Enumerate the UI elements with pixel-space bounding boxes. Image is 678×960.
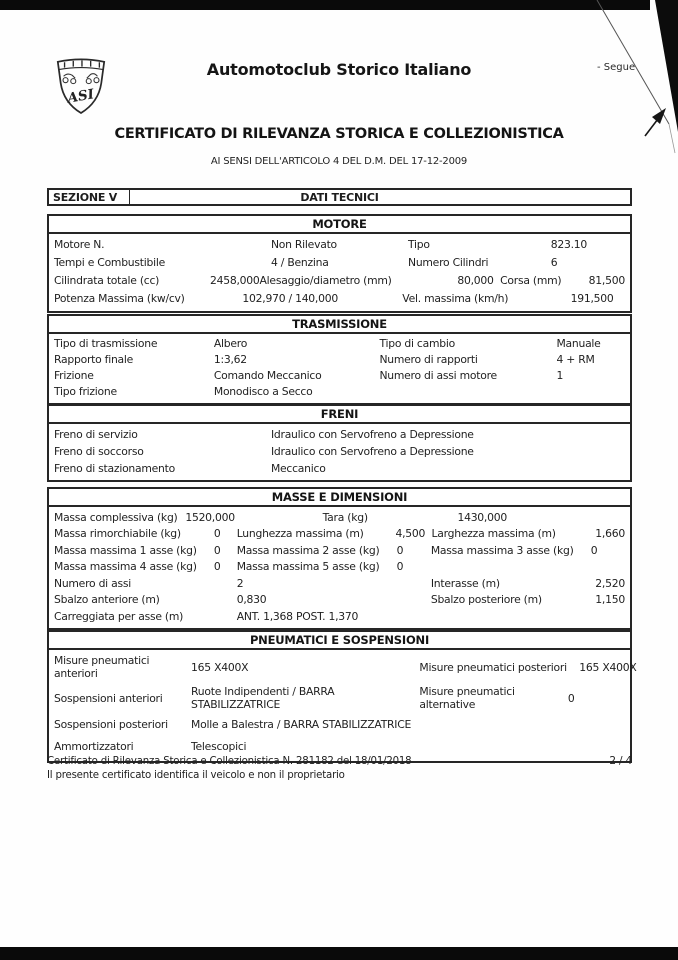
document-subtitle: AI SENSI DELL'ARTICOLO 4 DEL D.M. DEL 17-12-2009 (210, 156, 468, 167)
table-cell: 165 X400X (579, 660, 637, 674)
table-title: MASSE E DIMENSIONI (49, 489, 630, 507)
table-cell: 191,500 (570, 292, 614, 306)
segue-note: - Segue (597, 62, 636, 73)
table-cell: Misure pneumatici alternative (419, 684, 515, 712)
table-cell: Telescopici (191, 740, 247, 754)
table-row (49, 714, 630, 736)
table-body (49, 234, 630, 311)
table-body (49, 334, 630, 403)
table-cell: Molle a Balestra / BARRA STABILIZZATRICE (191, 718, 412, 732)
logo-asi-text: ASI (66, 86, 96, 107)
table-cell: Rapporto finale (54, 353, 134, 367)
page-number: 2 / 4 (609, 755, 632, 767)
table-cell: 0 (213, 560, 221, 573)
page-footer (47, 755, 632, 783)
table-row (49, 368, 630, 384)
table-row (49, 559, 630, 576)
table-cell: Tara (kg) (322, 510, 368, 524)
table-cell: Sospensioni anteriori (54, 691, 163, 705)
table-cell: 0,830 (236, 593, 267, 606)
table-cell: Numero Cilindri (408, 256, 489, 270)
section-label: SEZIONE V (49, 190, 130, 204)
table-cell: 2,520 (595, 576, 625, 590)
table-cell: 1430,000 (457, 510, 507, 524)
table-cell: 0 (590, 543, 598, 557)
table-freni (47, 404, 632, 482)
table-cell: Monodisco a Secco (213, 385, 313, 399)
table-row (49, 652, 637, 683)
table-cell: Massa massima 1 asse (kg) (54, 543, 197, 557)
table-row (49, 426, 630, 443)
table-cell: Numero di rapporti (379, 353, 478, 367)
organization-title: Automotoclub Storico Italiano (206, 60, 472, 79)
table-title: TRASMISSIONE (49, 316, 630, 334)
footer-disclaimer: Il presente certificato identifica il veicolo e non il proprietario (47, 769, 345, 781)
table-title: MOTORE (49, 216, 630, 234)
table-cell: Idraulico con Servofreno a Depressione (270, 444, 474, 458)
table-cell: Massa massima 5 asse (kg) (236, 560, 380, 573)
table-cell: Non Rilevato (270, 238, 337, 252)
table-body (49, 507, 630, 628)
table-cell: Lunghezza massima (m) (236, 527, 364, 540)
table-cell: 1,660 (595, 527, 625, 540)
table-row (49, 352, 630, 368)
table-masse-dimensioni (47, 487, 632, 630)
table-cell: 0 (567, 691, 575, 705)
table-row (49, 608, 630, 625)
table-cell: Misure pneumatici posteriori (419, 660, 567, 674)
table-cell: Interasse (m) (430, 576, 500, 590)
table-cell: 4 + RM (556, 353, 595, 367)
table-cell: Tipo (408, 238, 430, 252)
section-title: DATI TECNICI (300, 190, 379, 204)
table-cell: 6 (550, 256, 558, 270)
table-cell: Freno di soccorso (54, 444, 144, 458)
section-header-bar (47, 188, 632, 206)
table-row (49, 272, 630, 290)
table-cell: 0 (396, 560, 404, 573)
table-cell: Manuale (556, 337, 601, 351)
table-cell: 4,500 (395, 527, 426, 540)
table-cell: Massa massima 4 asse (kg) (54, 560, 197, 573)
table-cell: Motore N. (54, 238, 105, 252)
table-row (49, 542, 630, 559)
table-cell: Numero di assi motore (379, 369, 497, 383)
table-cell: Albero (213, 337, 248, 351)
table-trasmissione (47, 314, 632, 405)
table-row (49, 683, 630, 714)
table-cell: Sbalzo posteriore (m) (430, 593, 542, 606)
table-cell: Massa rimorchiabile (kg) (54, 527, 181, 540)
table-cell: Comando Meccanico (213, 369, 322, 383)
table-cell: Massa massima 3 asse (kg) (430, 543, 574, 557)
table-row (49, 526, 630, 543)
table-title: PNEUMATICI E SOSPENSIONI (49, 632, 630, 650)
table-cell: Freno di stazionamento (54, 461, 175, 475)
table-motore (47, 214, 632, 313)
table-row (49, 460, 630, 477)
table-cell: Corsa (mm) (500, 274, 562, 288)
scan-bottom-bar (0, 947, 678, 960)
table-cell: 0 (213, 527, 221, 540)
table-cell: Tipo frizione (54, 385, 117, 399)
table-body (49, 424, 630, 480)
table-cell: Massa massima 2 asse (kg) (236, 543, 380, 557)
table-cell: 1520,000 (185, 510, 235, 524)
table-cell: 823.10 (550, 238, 588, 252)
table-cell: Potenza Massima (kw/cv) (54, 292, 185, 306)
table-row (49, 443, 630, 460)
table-cell: Numero di assi (54, 576, 131, 590)
table-pneumatici-sospensioni (47, 630, 637, 763)
table-cell: 1:3,62 (213, 353, 247, 367)
table-row (49, 384, 630, 400)
table-cell: 80,000 (457, 274, 494, 288)
footer-certificate-number: Certificato di Rilevanza Storica e Collezionistica N. 281182 del 18/01/2018 (47, 756, 412, 767)
table-row (49, 254, 630, 272)
table-cell: 1,150 (595, 593, 625, 606)
table-row (49, 592, 630, 609)
table-cell: Cilindrata totale (cc) (54, 274, 160, 288)
table-cell: 0 (213, 543, 221, 557)
table-cell: ANT. 1,368 POST. 1,370 (236, 609, 359, 623)
table-cell: Misure pneumatici anteriori (54, 654, 150, 681)
table-title: FRENI (49, 406, 630, 424)
table-cell: Carreggiata per asse (m) (54, 609, 184, 623)
table-cell: Idraulico con Servofreno a Depressione (270, 427, 474, 441)
table-row (49, 290, 630, 308)
table-cell: Vel. massima (km/h) (402, 292, 509, 306)
table-cell: Tempi e Combustibile (54, 256, 165, 270)
table-cell: 81,500 (588, 274, 625, 288)
table-cell: 1 (556, 369, 564, 383)
table-cell: Alesaggio/diametro (mm) (259, 274, 392, 288)
table-cell: 2 (236, 576, 244, 590)
table-cell: 2458,000 (210, 274, 260, 288)
table-cell: 0 (396, 543, 404, 557)
table-cell: Larghezza massima (m) (431, 527, 556, 540)
table-cell: Sbalzo anteriore (m) (54, 593, 160, 606)
table-row (49, 236, 630, 254)
table-row (49, 509, 630, 526)
table-cell: Tipo di cambio (379, 337, 455, 351)
table-cell: 165 X400X (191, 660, 249, 674)
table-cell: Sospensioni posteriori (54, 718, 168, 732)
table-cell: Ammortizzatori (54, 740, 134, 754)
table-cell: Ruote Indipendenti / BARRA STABILIZZATRICE (191, 684, 335, 712)
table-cell: Massa complessiva (kg) (54, 510, 178, 524)
table-cell: 102,970 / 140,000 (242, 292, 338, 306)
table-row (49, 336, 630, 352)
table-cell: Meccanico (270, 461, 326, 475)
table-cell: 4 / Benzina (270, 256, 329, 270)
table-cell: Freno di servizio (54, 427, 138, 441)
table-row (49, 575, 630, 592)
document-title: CERTIFICATO DI RILEVANZA STORICA E COLLEZIONISTICA (114, 126, 564, 142)
table-cell: Tipo di trasmissione (54, 337, 158, 351)
table-cell: Frizione (54, 369, 94, 383)
